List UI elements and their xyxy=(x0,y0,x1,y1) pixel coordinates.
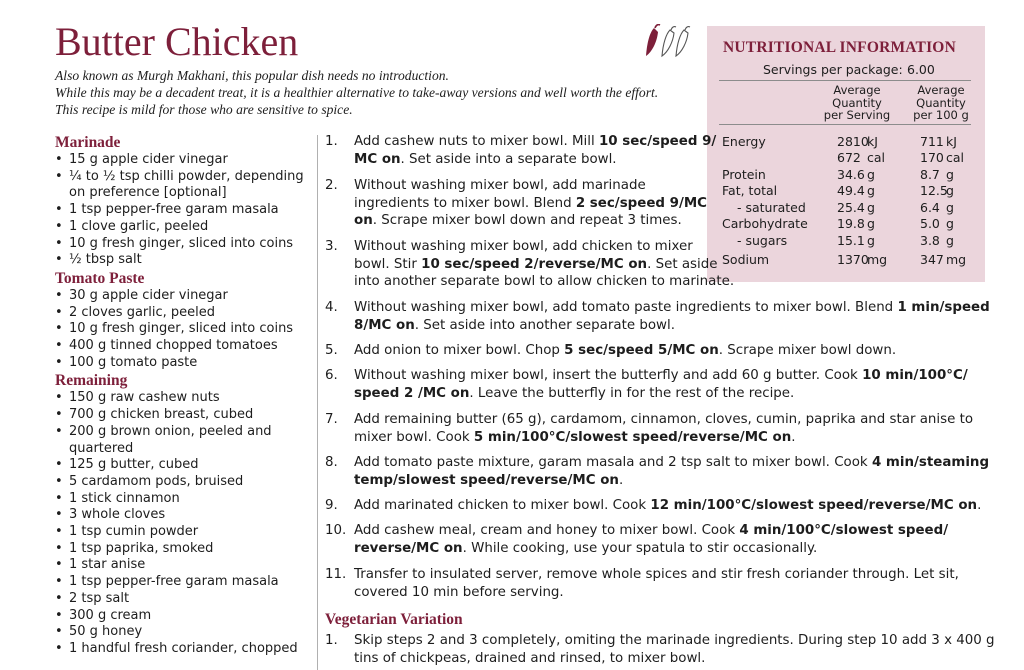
per-100g-header: Average Quantity per 100 g xyxy=(913,83,969,122)
ingredients-column xyxy=(55,133,305,658)
step-segment: Without washing mixer bowl, add marinade xyxy=(354,178,646,193)
nutrition-panel xyxy=(707,26,985,282)
ingredient-item: • 1 handful fresh coriander, chopped xyxy=(55,641,305,658)
nutrient-label: - saturated xyxy=(737,200,806,215)
step-segment: . xyxy=(618,472,624,488)
ingredient-item: • 125 g butter, cubed xyxy=(55,457,305,474)
step-number: 5. xyxy=(325,343,338,358)
per-100g-value: 170 xyxy=(920,150,944,165)
step-setting: 2 sec/speed 9/MC xyxy=(575,195,708,211)
step-setting: 8/MC on xyxy=(354,317,415,333)
step-segment: ingredients to mixer bowl. Blend xyxy=(354,195,576,211)
per-100g-value: 8.7 xyxy=(920,167,940,182)
step-segment: Add cashew nuts to mixer bowl. Mill xyxy=(354,134,599,149)
per-serving-value: 49.4 xyxy=(837,183,865,198)
step-number: 2. xyxy=(325,178,338,193)
ingredient-item: • 2 cloves garlic, peeled xyxy=(55,305,305,322)
step-setting: 10 sec/speed 2/reverse/MC on xyxy=(421,256,648,272)
per-100g-unit: g xyxy=(946,167,954,182)
step-segment: . Set aside into a separate bowl. xyxy=(400,151,617,167)
intro-line: Also known as Murgh Makhani, this popular dish needs no introduction. xyxy=(55,68,449,83)
step-text xyxy=(354,367,968,402)
ingredient-item: • 1 tsp paprika, smoked xyxy=(55,541,305,558)
ingredient-item: • 2 tsp salt xyxy=(55,591,305,608)
per-100g-value: 6.4 xyxy=(920,200,940,215)
step-segment: covered 10 min before serving. xyxy=(354,584,564,600)
step-text xyxy=(354,522,948,557)
step-number: 9. xyxy=(325,498,338,513)
step-text xyxy=(354,238,734,291)
step-number: 8. xyxy=(325,455,338,470)
intro-line: This recipe is mild for those who are sensitive to spice. xyxy=(55,102,353,117)
marinade-heading: Marinade xyxy=(55,134,121,151)
intro-line: While this may be a decadent treat, it is a healthier alternative to take-away versions and well worth the effort. xyxy=(55,85,659,100)
per-100g-value: 12.5 xyxy=(920,183,948,198)
per-serving-unit: cal xyxy=(867,150,886,165)
per-100g-unit: g xyxy=(946,216,954,231)
step-text xyxy=(354,454,989,489)
step-segment: Add cashew meal, cream and honey to mixer bowl. Cook xyxy=(354,523,740,538)
recipe-intro xyxy=(55,67,715,118)
per-serving-value: 15.1 xyxy=(837,233,865,248)
step-segment: Add remaining butter (65 g), cardamom, cinnamon, cloves, cumin, paprika and star anise to xyxy=(354,412,974,427)
per-100g-unit: g xyxy=(946,233,954,248)
step-text xyxy=(354,566,959,601)
step-segment: . Scrape mixer bowl down and repeat 3 times. xyxy=(372,213,682,228)
divider xyxy=(719,80,971,81)
per-serving-unit: g xyxy=(867,200,875,215)
per-100g-value: 711 xyxy=(920,134,944,149)
ingredient-item: • 1 tsp pepper-free garam masala xyxy=(55,574,305,591)
step-text xyxy=(354,177,707,230)
step-segment: tins of chickpeas, drained and rinsed, to mixer bowl. xyxy=(354,650,706,666)
ingredient-item: • 50 g honey xyxy=(55,624,305,641)
step-number: 4. xyxy=(325,300,338,315)
step-setting: 5 sec/speed 5/MC on xyxy=(564,343,719,358)
step-segment: . Leave the butterfly in for the rest of the recipe. xyxy=(469,385,795,401)
ingredient-item: • 700 g chicken breast, cubed xyxy=(55,407,305,424)
ingredient-item: • ¼ to ½ tsp chilli powder, depending on preference [optional] xyxy=(55,169,305,202)
step-text xyxy=(354,632,995,667)
step-setting: 4 min/steaming xyxy=(871,455,990,470)
step-setting: speed 2 /MC on xyxy=(354,385,470,401)
step-segment: Transfer to insulated server, remove whole spices and stir fresh coriander through. Let sit, xyxy=(354,567,959,582)
per-100g-value: 347 xyxy=(920,252,944,267)
ingredient-item: • 1 star anise xyxy=(55,557,305,574)
step-segment: Skip steps 2 and 3 completely, omiting the marinade ingredients. During step 10 add 3 x 400 g xyxy=(354,633,995,648)
servings-value: 6.00 xyxy=(907,62,935,77)
servings-label: Servings per package: xyxy=(763,62,903,77)
step-setting: temp/slowest speed/reverse/MC on xyxy=(354,472,619,488)
per-serving-value: 2810 xyxy=(837,134,869,149)
nutrient-label: Sodium xyxy=(722,252,770,267)
step-number: 3. xyxy=(325,239,338,254)
step-segment: . Scrape mixer bowl down. xyxy=(718,343,897,358)
ingredient-item: • 3 whole cloves xyxy=(55,507,305,524)
step-number: 7. xyxy=(325,412,338,427)
recipe-title: Butter Chicken xyxy=(55,19,299,64)
tomato-paste-heading: Tomato Paste xyxy=(55,269,145,287)
per-serving-unit: g xyxy=(867,216,875,231)
step-segment: . Set aside into another separate bowl. xyxy=(414,317,675,333)
ingredient-item: • 1 tsp cumin powder xyxy=(55,524,305,541)
ingredient-item: • 200 g brown onion, peeled and quartered xyxy=(55,424,305,457)
nutrient-label: Protein xyxy=(722,167,766,182)
per-100g-unit: mg xyxy=(946,252,967,267)
per-serving-unit: g xyxy=(867,183,875,198)
step-segment: Add marinated chicken to mixer bowl. Cook xyxy=(354,498,651,513)
ingredient-item: • 1 tsp pepper-free garam masala xyxy=(55,202,305,219)
step-number: 1. xyxy=(325,633,338,648)
step-segment: . xyxy=(977,498,982,513)
marinade-list xyxy=(55,152,305,269)
per-serving-value: 25.4 xyxy=(837,200,865,215)
per-serving-value: 19.8 xyxy=(837,216,865,231)
step-segment: Without washing mixer bowl, add tomato paste ingredients to mixer bowl. Blend xyxy=(354,300,898,315)
step-segment: bowl. Stir xyxy=(354,256,422,272)
step-setting: 5 min/100°C/slowest speed/reverse/MC on xyxy=(473,429,792,445)
step-setting: 10 sec/speed 9/ xyxy=(598,134,717,149)
ingredient-item: • 10 g fresh ginger, sliced into coins xyxy=(55,321,305,338)
step-segment: into another separate bowl to allow chicken to marinate. xyxy=(354,274,735,289)
step-text xyxy=(354,497,981,515)
step-setting: MC on xyxy=(354,151,401,167)
per-100g-value: 3.8 xyxy=(920,233,940,248)
step-setting: 4 min/100°C/slowest speed/ xyxy=(739,523,949,538)
step-text xyxy=(354,133,716,168)
per-serving-unit: mg xyxy=(867,252,888,267)
ingredient-item: • 30 g apple cider vinegar xyxy=(55,288,305,305)
ingredient-item: • 5 cardamom pods, bruised xyxy=(55,474,305,491)
ingredient-item: • 1 stick cinnamon xyxy=(55,491,305,508)
chilli-rating-icon xyxy=(644,24,694,60)
step-number: 1. xyxy=(325,134,338,149)
nutrient-label: Fat, total xyxy=(722,183,778,198)
step-setting: on xyxy=(354,213,373,228)
step-setting: reverse/MC on xyxy=(354,540,463,556)
per-serving-unit: g xyxy=(867,167,875,182)
step-setting: 12 min/100°C/slowest speed/reverse/MC on xyxy=(650,498,978,513)
servings-row xyxy=(763,62,935,77)
ingredient-item: • 400 g tinned chopped tomatoes xyxy=(55,338,305,355)
ingredient-item: • ½ tbsp salt xyxy=(55,252,305,269)
per-100g-unit: cal xyxy=(946,150,965,165)
step-segment: . xyxy=(791,429,796,445)
ingredient-item: • 150 g raw cashew nuts xyxy=(55,390,305,407)
step-number: 10. xyxy=(325,523,347,538)
step-segment: . Set aside xyxy=(647,256,718,272)
per-serving-unit: g xyxy=(867,233,875,248)
step-text xyxy=(354,411,973,446)
step-text xyxy=(354,299,990,334)
per-serving-value: 672 xyxy=(837,150,861,165)
per-100g-unit: g xyxy=(946,183,954,198)
per-100g-value: 5.0 xyxy=(920,216,940,231)
column-divider xyxy=(317,135,318,670)
tomato-paste-list xyxy=(55,288,305,372)
step-text xyxy=(354,342,896,360)
ingredient-item: • 100 g tomato paste xyxy=(55,355,305,372)
step-segment: . While cooking, use your spatula to stir occasionally. xyxy=(462,540,818,556)
ingredient-item: • 15 g apple cider vinegar xyxy=(55,152,305,169)
step-segment: Add tomato paste mixture, garam masala and 2 tsp salt to mixer bowl. Cook xyxy=(354,455,872,470)
ingredient-item: • 300 g cream xyxy=(55,608,305,625)
step-segment: Without washing mixer bowl, insert the butterfly and add 60 g butter. Cook xyxy=(354,368,863,383)
step-setting: 1 min/speed xyxy=(897,300,990,315)
nutrition-title: NUTRITIONAL INFORMATION xyxy=(723,39,956,56)
per-100g-unit: kJ xyxy=(946,134,957,149)
per-serving-value: 34.6 xyxy=(837,167,865,182)
vegetarian-heading: Vegetarian Variation xyxy=(325,611,463,628)
per-serving-header: Average Quantity per Serving xyxy=(823,83,891,122)
ingredient-item: • 1 clove garlic, peeled xyxy=(55,219,305,236)
per-100g-unit: g xyxy=(946,200,954,215)
step-number: 6. xyxy=(325,368,338,383)
nutrient-label: Carbohydrate xyxy=(722,216,808,231)
step-segment: mixer bowl. Cook xyxy=(354,429,474,445)
divider xyxy=(719,124,971,125)
remaining-list xyxy=(55,390,305,657)
nutrient-label: Energy xyxy=(722,134,766,149)
ingredient-item: • 10 g fresh ginger, sliced into coins xyxy=(55,236,305,253)
per-serving-value: 1370 xyxy=(837,252,869,267)
remaining-heading: Remaining xyxy=(55,372,128,390)
per-serving-unit: kJ xyxy=(867,134,878,149)
nutrient-label: - sugars xyxy=(737,233,788,248)
step-segment: Add onion to mixer bowl. Chop xyxy=(354,343,565,358)
step-number: 11. xyxy=(325,567,347,582)
step-setting: 10 min/100°C/ xyxy=(862,368,968,383)
step-segment: Without washing mixer bowl, add chicken to mixer xyxy=(354,239,693,254)
